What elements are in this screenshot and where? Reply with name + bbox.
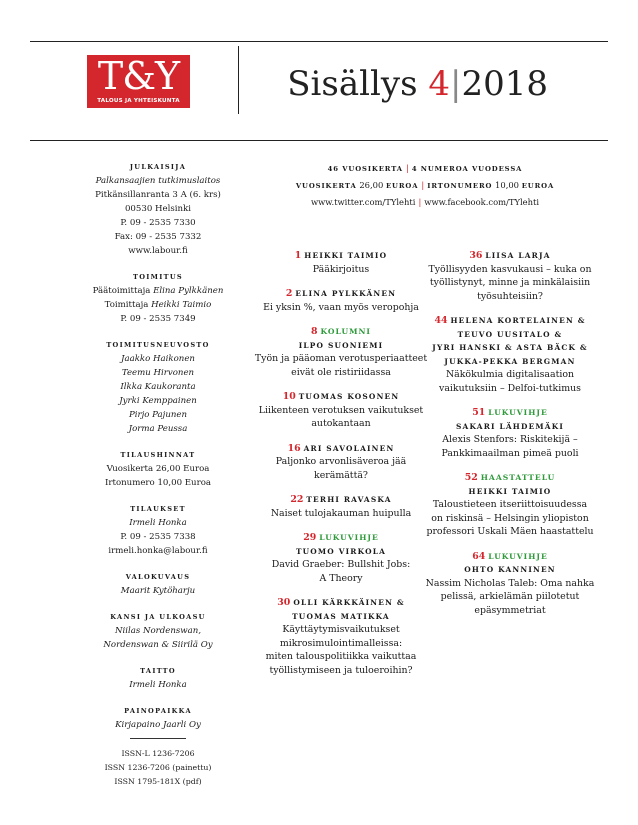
- printer-heading: PAINOPAIKKA: [124, 707, 192, 715]
- twitter-link[interactable]: www.twitter.com/TYlehti: [310, 197, 416, 207]
- toc-entry[interactable]: [246, 442, 436, 483]
- toc-title-line: autokantaan: [311, 418, 371, 429]
- toc-title-line: Pankkimaailman pimeä puoli: [441, 447, 579, 459]
- toc-title-line: Nassim Nicholas Taleb: Oma nahka: [425, 577, 595, 589]
- editor-name: Heikki Taimio: [151, 300, 212, 310]
- toc-entry[interactable]: [421, 249, 599, 303]
- toc-title-line: työllistymiseen ja tuloeroihin?: [269, 664, 413, 676]
- publisher-fax: Fax: 09 - 2535 7332: [114, 232, 202, 242]
- toc-author: OHTO KANNINEN: [464, 565, 556, 574]
- board-member: Teemu Hirvonen: [121, 368, 195, 378]
- toc-title-line: Pääkirjoitus: [312, 263, 370, 275]
- toc-entry-header: [246, 493, 436, 507]
- facebook-link[interactable]: www.facebook.com/TYlehti: [424, 197, 540, 207]
- publisher-name: Palkansaajien tutkimuslaitos: [95, 176, 221, 186]
- prices-heading: TILAUSHINNAT: [120, 451, 196, 459]
- board-member: Pirjo Pajunen: [128, 410, 188, 420]
- toc-title-line: eivät ole ristiriidassa: [291, 366, 391, 378]
- toc-page-number: 30: [277, 597, 291, 608]
- issn-l: ISSN-L 1236-7206: [121, 749, 195, 758]
- annual-price: Vuosikerta 26,00 Euroa: [106, 464, 210, 474]
- header-divider: [238, 46, 239, 114]
- toc-category: HAASTATTELU: [480, 473, 556, 482]
- toc-title-line: Käyttäytymisvaikutukset: [282, 624, 400, 635]
- toc-author: TERHI RAVASKA: [306, 495, 392, 504]
- printer-block: [78, 705, 238, 732]
- publisher-address: Pitkänsillanranta 3 A (6. krs): [95, 190, 221, 200]
- info-line-3: [290, 194, 560, 210]
- toc-page-number: 51: [472, 407, 486, 418]
- toc-title-line: kerämättä?: [314, 469, 368, 481]
- typesetting-name: Irmeli Honka: [129, 680, 187, 690]
- typesetting-heading: TAITTO: [140, 667, 176, 675]
- page-title: [287, 64, 548, 104]
- toc-category: LUKUVIHJE: [488, 408, 548, 417]
- logo-mark: T&Y: [97, 54, 180, 98]
- toc-title-line: Alexis Stenfors: Riskitekijä –: [442, 434, 578, 445]
- toc-entry[interactable]: [246, 325, 436, 379]
- orders-heading: TILAUKSET: [130, 505, 186, 513]
- info-bar: |: [418, 197, 422, 207]
- toc-author: OLLI KÄRKKÄINEN &: [293, 598, 405, 607]
- board-member: Jaakko Haikonen: [121, 354, 195, 364]
- toc-category: LUKUVIHJE: [319, 533, 379, 542]
- annual-value: 26,00: [359, 180, 384, 190]
- toc-entry[interactable]: [246, 287, 436, 314]
- toc-title-line: David Graeber: Bullshit Jobs:: [271, 559, 411, 570]
- cover-layout-line1: Niilas Nordenswan,: [114, 626, 202, 636]
- ty-logo: [87, 55, 190, 108]
- toc-entry-header: [246, 531, 436, 545]
- info-bar: |: [421, 180, 425, 190]
- toc-author-extra: JUKKA-PEKKA BERGMAN: [444, 356, 576, 366]
- toc-page-number: 2: [285, 288, 293, 299]
- toc-entry[interactable]: [246, 249, 436, 276]
- colophon: [78, 161, 238, 802]
- toc-page-number: 10: [282, 391, 296, 402]
- toc-title-line: A Theory: [319, 572, 363, 584]
- toc-author: ILPO SUONIEMI: [298, 340, 384, 350]
- single-price: Irtonumero 10,00 Euroa: [105, 478, 211, 488]
- toc-entry-header: [246, 325, 436, 339]
- toc-title-line: Ei yksin %, vaan myös veropohja: [263, 301, 419, 313]
- board-block: [78, 339, 238, 436]
- issn-pdf: ISSN 1795-181X (pdf): [114, 777, 202, 786]
- toc-title-line: mikrosimulointimalleissa:: [279, 637, 403, 649]
- toc-entry-header: [421, 249, 599, 263]
- board-member: Jyrki Kemppainen: [119, 396, 197, 406]
- editors-phone: P. 09 - 2535 7349: [120, 314, 196, 324]
- publisher-heading: JULKAISIJA: [129, 163, 187, 171]
- toc-author: ELINA PYLKKÄNEN: [295, 289, 397, 298]
- issn-print: ISSN 1236-7206 (painettu): [104, 763, 212, 772]
- toc-column-right: [421, 249, 599, 628]
- toc-entry[interactable]: [246, 596, 436, 677]
- toc-title-line: vaikutuksiin – Delfoi-tutkimus: [439, 382, 581, 394]
- toc-entry[interactable]: [421, 550, 599, 618]
- issue-year: 2018: [461, 64, 548, 104]
- toc-entry-header: [246, 596, 436, 610]
- publisher-postal: 00530 Helsinki: [124, 204, 192, 214]
- toc-author: SAKARI LÄHDEMÄKI: [455, 421, 565, 431]
- toc-page-number: 44: [434, 315, 448, 326]
- toc-category: LUKUVIHJE: [488, 551, 548, 561]
- board-member: Jorma Peussa: [128, 424, 188, 434]
- toc-title-line: Työn ja pääoman verotusperiaatteet: [254, 353, 428, 364]
- info-line-1: [290, 160, 560, 177]
- toc-title-line: pelissä, arkielämän piilotetut: [440, 591, 580, 602]
- single-label: IRTONUMERO: [427, 182, 493, 190]
- toc-title-line: on riskinsä – Helsingin yliopiston: [431, 512, 589, 524]
- chief-editor-name: Elina Pylkkänen: [153, 286, 224, 296]
- annual-label: VUOSIKERTA: [295, 182, 357, 190]
- chief-editor: [78, 284, 238, 298]
- toc-author: ARI SAVOLAINEN: [303, 443, 395, 453]
- subscription-info: [290, 160, 560, 210]
- editors-heading: TOIMITUS: [133, 273, 183, 281]
- prices-block: [78, 449, 238, 490]
- toc-author-extra: JYRI HANSKI & ASTA BÄCK &: [432, 343, 588, 352]
- toc-entry[interactable]: [246, 493, 436, 520]
- toc-author: HEIKKI TAIMIO: [468, 486, 552, 496]
- toc-entry-header: [246, 287, 436, 301]
- toc-entry[interactable]: [421, 406, 599, 460]
- annual-unit: EUROA: [385, 182, 419, 190]
- toc-entry-header: [421, 406, 599, 420]
- toc-page-number: 36: [469, 250, 483, 261]
- title-word: Sisällys: [287, 64, 418, 104]
- toc-title-line: Työllisyyden kasvukausi – kuka on: [428, 263, 592, 275]
- photography-heading: VALOKUVAUS: [125, 573, 191, 581]
- toc-page-number: 29: [303, 532, 317, 543]
- toc-title-line: Näkökulmia digitalisaation: [445, 369, 575, 380]
- single-unit: EUROA: [521, 182, 555, 190]
- toc-entry-header: [246, 390, 436, 404]
- printer-name: Kirjapaino Jaarli Oy: [115, 720, 201, 730]
- photography-name: Maarit Kytöharju: [120, 586, 196, 596]
- toc-category: KOLUMNI: [320, 327, 371, 336]
- cover-layout-heading: KANSI JA ULKOASU: [110, 613, 206, 621]
- toc-entry[interactable]: [246, 531, 436, 585]
- orders-phone: P. 09 - 2535 7338: [120, 532, 196, 542]
- editors-block: [78, 271, 238, 326]
- photography-block: [78, 571, 238, 598]
- cover-layout-line2: Nordenswan & Siirilä Oy: [103, 640, 213, 650]
- toc-author-extra: TUOMAS MATIKKA: [292, 611, 390, 621]
- toc-entry[interactable]: [421, 471, 599, 539]
- toc-page-number: 64: [472, 550, 486, 562]
- board-heading: TOIMITUSNEUVOSTO: [106, 341, 210, 349]
- toc-page-number: 52: [464, 472, 478, 483]
- volume-info: 46 VUOSIKERTA: [327, 165, 403, 173]
- info-line-2: [290, 177, 560, 194]
- issn-divider: [130, 738, 186, 739]
- orders-name: Irmeli Honka: [129, 518, 187, 528]
- toc-author: TUOMAS KOSONEN: [298, 392, 400, 401]
- cover-layout-block: [78, 611, 238, 652]
- toc-author-extra: TEUVO UUSITALO &: [457, 329, 563, 339]
- publisher-block: [78, 161, 238, 258]
- issue-number: 4: [428, 64, 450, 104]
- toc-title-line: Taloustieteen itseriittoisuudessa: [432, 499, 588, 510]
- toc-page-number: 16: [287, 442, 301, 454]
- chief-editor-label: Päätoimittaja: [92, 286, 151, 296]
- single-value: 10,00: [495, 180, 520, 190]
- issue-separator: |: [450, 64, 462, 104]
- top-rule: [30, 41, 608, 42]
- info-bar: |: [405, 163, 409, 173]
- toc-title-line: työllistynyt, minne ja minkälaisiin: [429, 277, 591, 288]
- toc-title-line: työsuhteisiin?: [477, 290, 543, 302]
- toc-page-number: 22: [290, 494, 304, 505]
- toc-page-number: 8: [311, 326, 318, 337]
- toc-entry[interactable]: [246, 390, 436, 431]
- publisher-web: www.labour.fi: [128, 246, 188, 256]
- toc-column-left: [246, 249, 436, 688]
- toc-title-line: epäsymmetriat: [474, 604, 546, 616]
- issues-per-year: 4 NUMEROA VUODESSA: [411, 165, 523, 173]
- toc-entry-header: [246, 249, 436, 263]
- toc-entry-header: [421, 314, 599, 328]
- issn-block: [78, 747, 238, 789]
- toc-title-line: Liikenteen verotuksen vaikutukset: [258, 404, 424, 416]
- toc-entry-header: [421, 471, 599, 485]
- toc-entry[interactable]: [421, 314, 599, 395]
- toc-title-line: miten talouspolitiikka vaikuttaa: [265, 651, 417, 662]
- toc-entry-header: [421, 550, 599, 564]
- orders-block: [78, 503, 238, 558]
- publisher-phone: P. 09 - 2535 7330: [120, 218, 196, 228]
- toc-author: HEIKKI TAIMIO: [304, 251, 388, 260]
- toc-author: HELENA KORTELAINEN &: [450, 316, 586, 325]
- header-bottom-rule: [30, 140, 608, 141]
- toc-title-line: Naiset tulojakauman huipulla: [270, 507, 412, 519]
- toc-title-line: Paljonko arvonlisäveroa jää: [275, 456, 407, 467]
- toc-entry-header: [246, 442, 436, 456]
- toc-page-number: 1: [294, 250, 302, 261]
- orders-email: irmeli.honka@labour.fi: [108, 546, 208, 556]
- board-member: Ilkka Kaukoranta: [120, 382, 196, 392]
- toc-author: TUOMO VIRKOLA: [295, 546, 387, 556]
- logo-subtitle: TALOUS JA YHTEISKUNTA: [97, 98, 180, 104]
- editor-label: Toimittaja: [104, 300, 149, 310]
- toc-author: LIISA LARJA: [485, 251, 551, 260]
- editor: [78, 298, 238, 312]
- toc-title-line: professori Uskali Mäen haastattelu: [426, 526, 594, 537]
- typesetting-block: [78, 665, 238, 692]
